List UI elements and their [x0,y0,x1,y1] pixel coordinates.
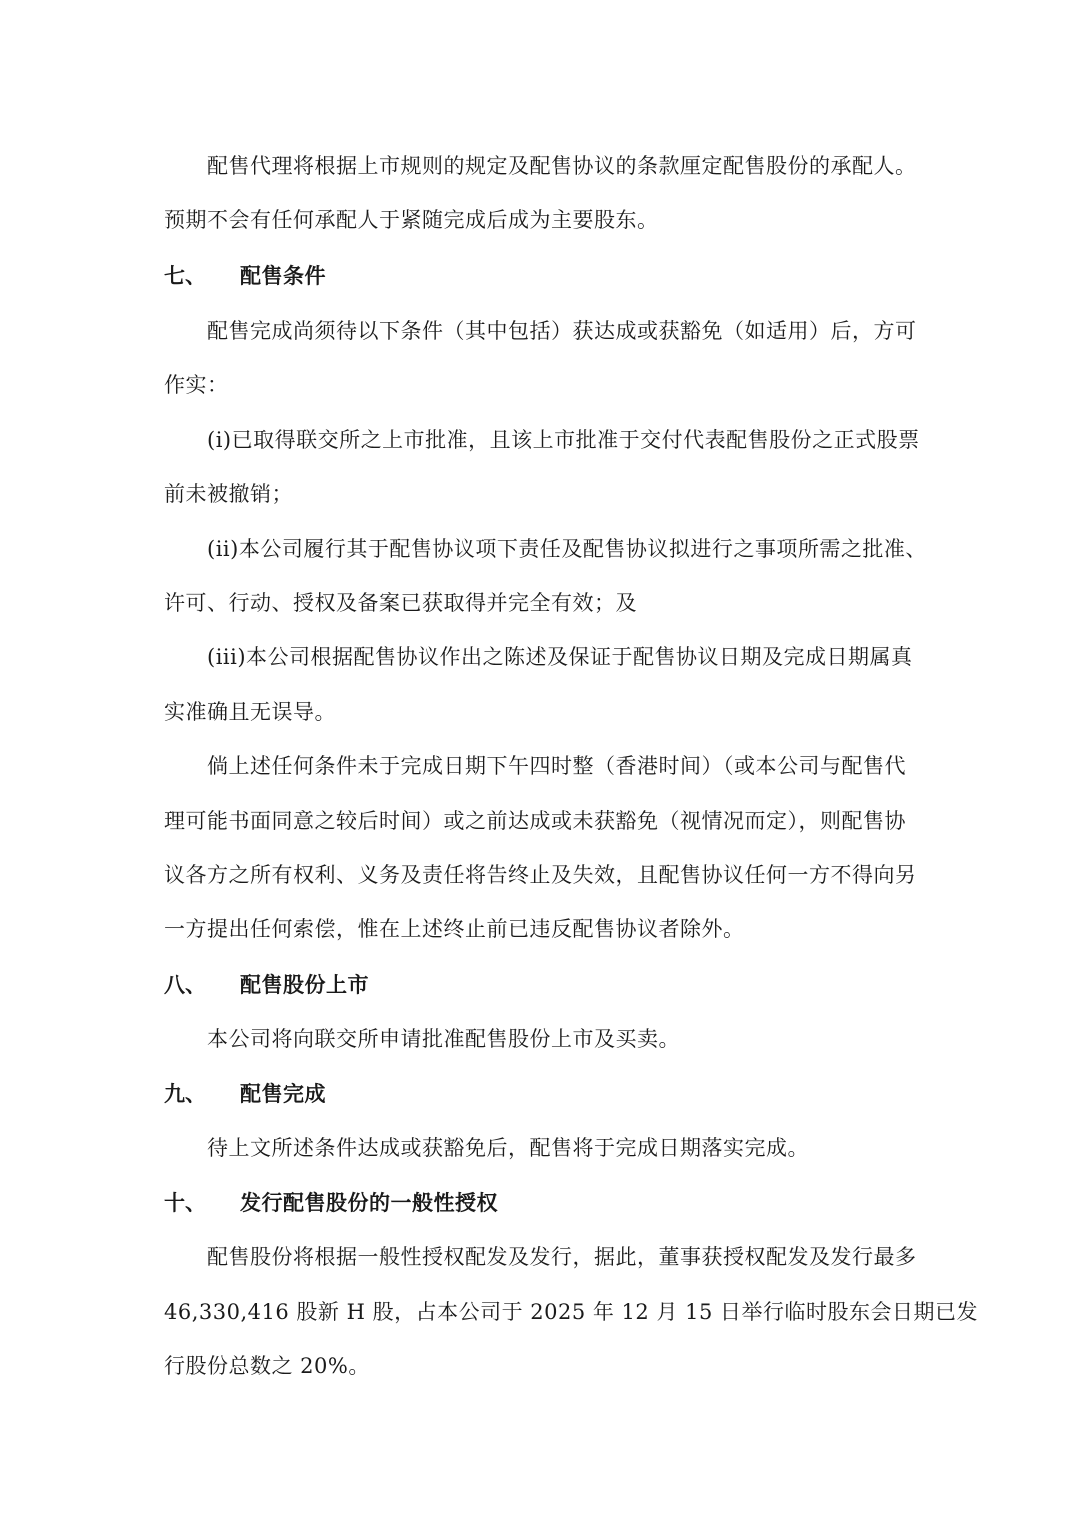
paragraph-line: (ii)本公司履行其于配售协议项下责任及配售协议拟进行之事项所需之批准、 [207,537,927,561]
section-number: 七、 [164,263,206,288]
paragraph-line: 理可能书面同意之较后时间）或之前达成或未获豁免（视情况而定），则配售协 [164,809,906,833]
section-heading-8 [164,971,369,999]
paragraph-line: 作实： [164,373,229,397]
paragraph-line: 议各方之所有权利、义务及责任将告终止及失效，且配售协议任何一方不得向另 [164,863,917,887]
paragraph-line: 配售完成尚须待以下条件（其中包括）获达成或获豁免（如适用）后，方可 [207,319,917,343]
paragraph-line: 倘上述任何条件未于完成日期下午四时整（香港时间）（或本公司与配售代 [207,754,906,778]
section-heading-9 [164,1080,326,1108]
paragraph-line: 许可、行动、授权及备案已获取得并完全有效；及 [164,591,637,615]
paragraph-line: 配售股份将根据一般性授权配发及发行，据此，董事获授权配发及发行最多 [207,1245,917,1269]
section-heading-7 [164,262,326,290]
paragraph-line: (i)已取得联交所之上市批准，且该上市批准于交付代表配售股份之正式股票 [207,428,920,452]
paragraph-line: 配售代理将根据上市规则的规定及配售协议的条款厘定配售股份的承配人。 [207,154,917,178]
section-title: 配售股份上市 [240,972,369,997]
paragraph-line: 46,330,416 股新 H 股，占本公司于 2025 年 12 月 15 日举行临时股东会日期已发 [164,1300,979,1324]
paragraph-line: (iii)本公司根据配售协议作出之陈述及保证于配售协议日期及完成日期属真 [207,645,913,669]
section-number: 八、 [164,972,206,997]
paragraph-line: 待上文所述条件达成或获豁免后，配售将于完成日期落实完成。 [207,1136,809,1160]
paragraph-line: 本公司将向联交所申请批准配售股份上市及买卖。 [207,1027,680,1051]
section-title: 发行配售股份的一般性授权 [240,1190,498,1215]
section-title: 配售完成 [240,1081,326,1106]
paragraph-line: 前未被撤销； [164,482,293,506]
paragraph-line: 实准确且无误导。 [164,700,336,724]
section-title: 配售条件 [240,263,326,288]
paragraph-line: 行股份总数之 20%。 [164,1354,370,1378]
section-number: 十、 [164,1190,206,1215]
paragraph-line: 一方提出任何索偿，惟在上述终止前已违反配售协议者除外。 [164,917,745,941]
paragraph-line: 预期不会有任何承配人于紧随完成后成为主要股东。 [164,208,659,232]
section-number: 九、 [164,1081,206,1106]
section-heading-10 [164,1189,498,1217]
